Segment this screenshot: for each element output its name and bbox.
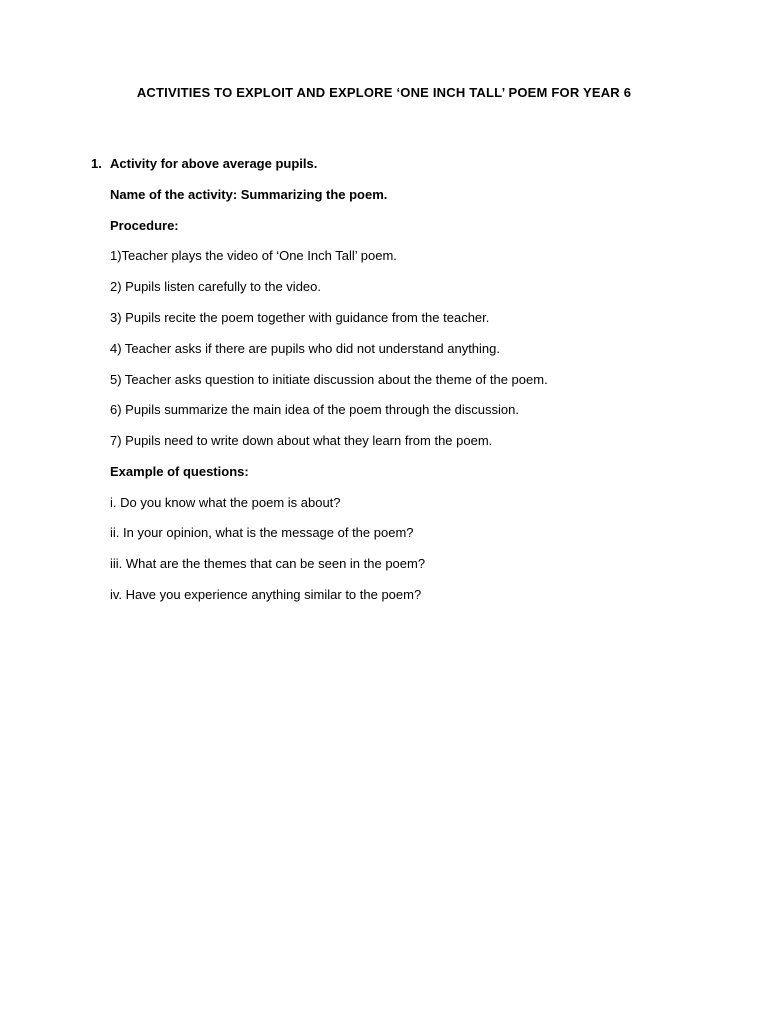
document-title: ACTIVITIES TO EXPLOIT AND EXPLORE ‘ONE INCH TALL’ POEM FOR YEAR 6: [136, 85, 632, 100]
procedure-step: 1)Teacher plays the video of ‘One Inch Tall’ poem.: [110, 248, 397, 263]
activity-heading: Activity for above average pupils.: [110, 156, 318, 171]
example-question: ii. In your opinion, what is the message of the poem?: [110, 525, 414, 540]
procedure-step: 3) Pupils recite the poem together with guidance from the teacher.: [110, 310, 490, 325]
activity-name: Name of the activity: Summarizing the poem.: [110, 187, 388, 202]
procedure-step: 5) Teacher asks question to initiate discussion about the theme of the poem.: [110, 372, 548, 387]
procedure-step: 2) Pupils listen carefully to the video.: [110, 279, 321, 294]
example-question: iii. What are the themes that can be seen in the poem?: [110, 556, 426, 571]
procedure-step: 7) Pupils need to write down about what they learn from the poem.: [110, 433, 493, 448]
example-question: i. Do you know what the poem is about?: [110, 495, 341, 510]
procedure-heading: Procedure:: [110, 218, 179, 233]
procedure-step: 6) Pupils summarize the main idea of the poem through the discussion.: [110, 402, 519, 417]
questions-heading: Example of questions:: [110, 464, 249, 479]
procedure-step: 4) Teacher asks if there are pupils who did not understand anything.: [110, 341, 500, 356]
example-question: iv. Have you experience anything similar to the poem?: [110, 587, 422, 602]
activity-number: 1.: [91, 156, 102, 171]
